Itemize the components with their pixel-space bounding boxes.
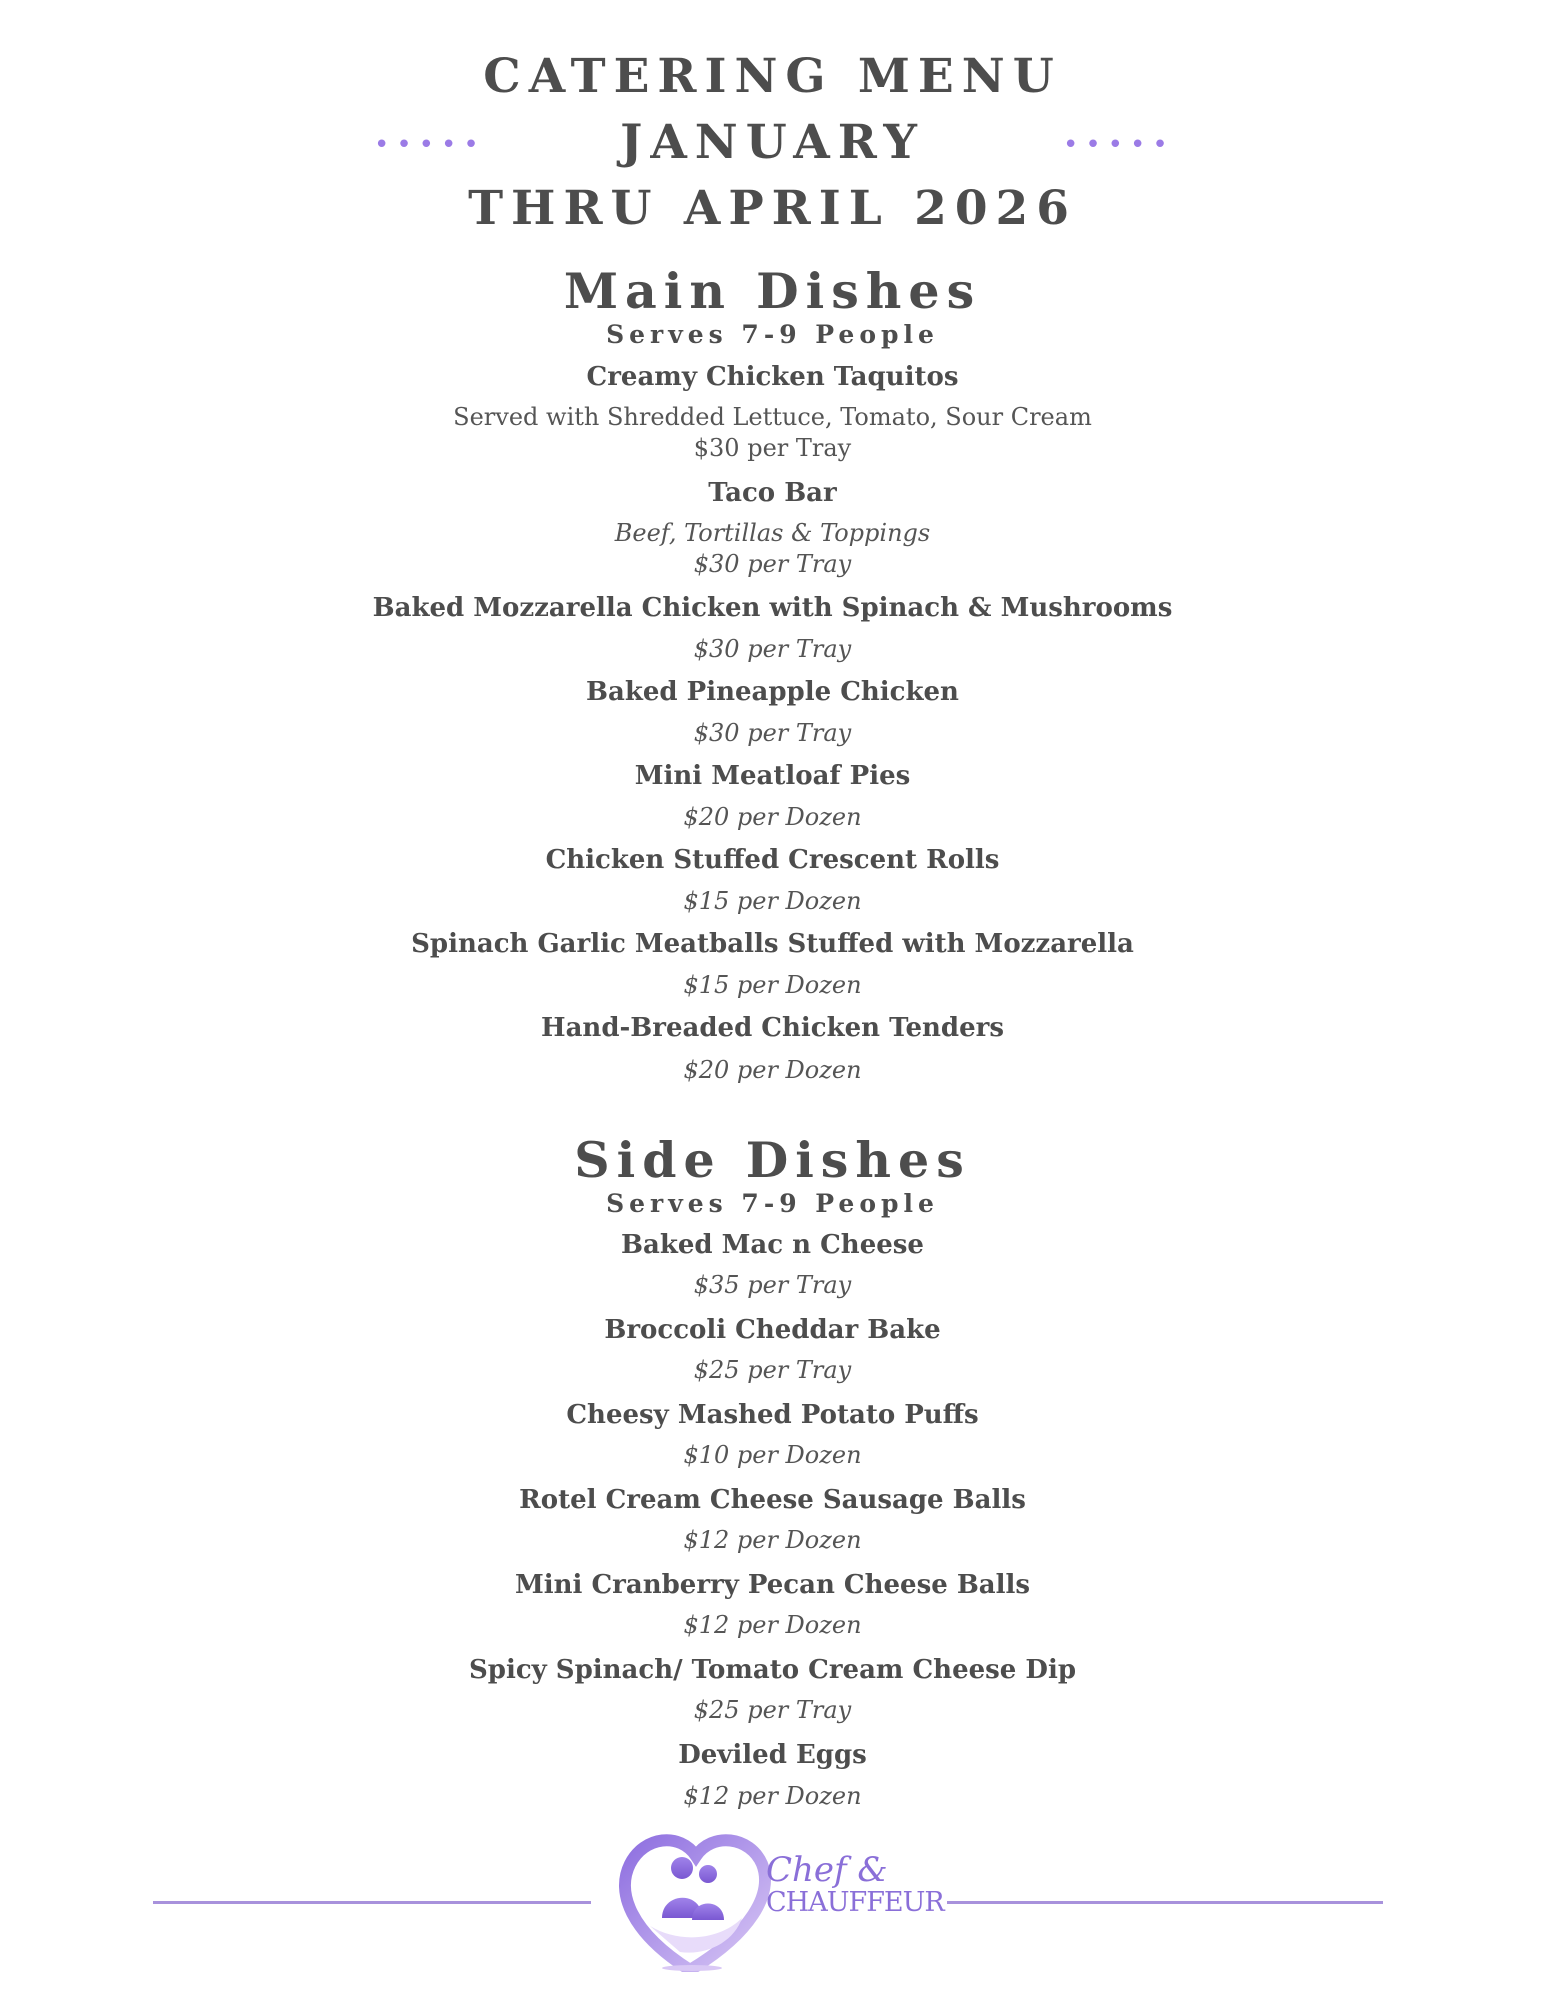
footer-divider-left [153,1901,591,1904]
menu-item-price: $30 per Tray [693,719,852,747]
menu-item-name: Mini Meatloaf Pies [634,761,911,791]
menu-item-price: $20 per Dozen [683,1056,862,1084]
menu-item-name: Cheesy Mashed Potato Puffs [566,1400,979,1430]
menu-item-price: $30 per Tray [693,434,852,462]
section-subtitle: Serves 7-9 People [606,320,939,349]
menu-item-price: $12 per Dozen [683,1611,862,1639]
menu-item-description: Beef, Tortillas & Toppings [614,519,931,547]
title-line-2: JANUARY [620,115,925,170]
menu-item-name: Baked Mozzarella Chicken with Spinach & Mushrooms [372,593,1173,623]
menu-item-name: Spicy Spinach/ Tomato Cream Cheese Dip [468,1655,1076,1685]
menu-item-price: $30 per Tray [693,635,852,663]
menu-item-price: $30 per Tray [693,550,852,578]
menu-item-price: $12 per Dozen [683,1782,862,1810]
menu-item-name: Rotel Cream Cheese Sausage Balls [519,1485,1026,1515]
menu-item-price: $10 per Dozen [683,1441,862,1469]
brand-line-1: Chef & [766,1850,888,1890]
menu-item-price: $12 per Dozen [683,1526,862,1554]
section-subtitle: Serves 7-9 People [606,1189,939,1218]
brand-wordmark [766,1852,944,1918]
menu-item-name: Mini Cranberry Pecan Cheese Balls [514,1570,1031,1600]
menu-header [0,44,1545,242]
menu-item-name: Deviled Eggs [678,1740,867,1770]
menu-item-name: Chicken Stuffed Crescent Rolls [545,845,1000,875]
menu-item-price: $35 per Tray [693,1271,852,1299]
menu-item-name: Taco Bar [708,478,837,508]
title-line-1: CATERING MENU [483,49,1062,104]
section-title: Main Dishes [563,262,982,320]
brand-line-2: CHAUFFEUR [766,1887,944,1918]
menu-item-price: $25 per Tray [693,1356,852,1384]
main-dishes-heading [0,262,1545,350]
menu-item-name: Hand-Breaded Chicken Tenders [541,1013,1004,1043]
decorative-dots-right: ••••• [1063,130,1175,160]
section-title: Side Dishes [574,1131,971,1189]
menu-item-price: $15 per Dozen [683,887,862,915]
menu-item-name: Spinach Garlic Meatballs Stuffed with Mozzarella [411,929,1134,959]
menu-item-price: $25 per Tray [693,1696,852,1724]
menu-item-name: Baked Mac n Cheese [621,1230,924,1260]
decorative-dots-left: ••••• [374,130,486,160]
menu-item-price: $20 per Dozen [683,803,862,831]
side-dishes-heading [0,1131,1545,1219]
footer-divider-right [947,1901,1383,1904]
title-line-3: THRU APRIL 2026 [468,181,1077,236]
menu-item-name: Broccoli Cheddar Bake [604,1315,941,1345]
menu-item-price: $15 per Dozen [683,971,862,999]
menu-item-description: Served with Shredded Lettuce, Tomato, Sour Cream [453,403,1092,431]
menu-item-name: Baked Pineapple Chicken [586,677,959,707]
menu-item-name: Creamy Chicken Taquitos [586,362,959,392]
